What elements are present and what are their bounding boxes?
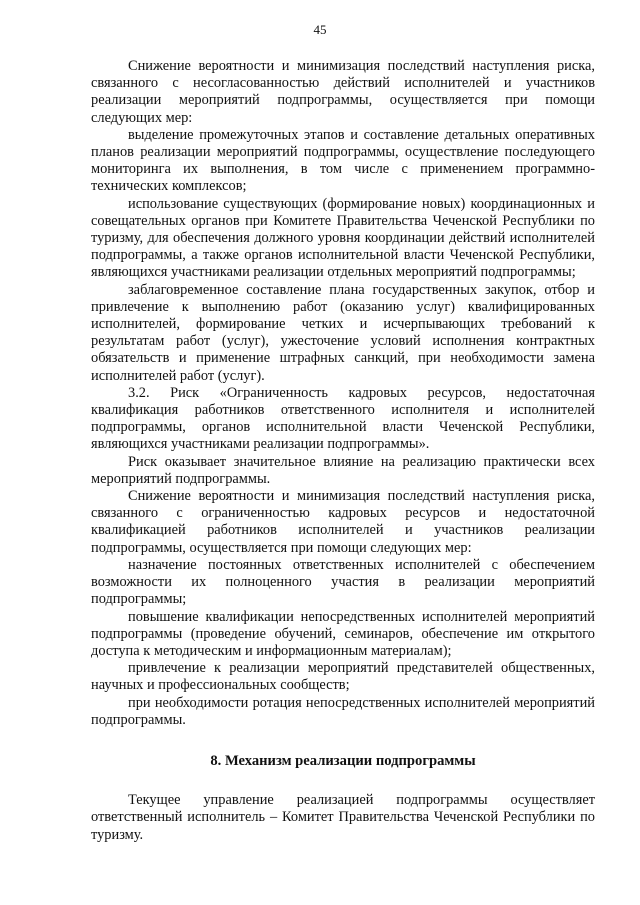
paragraph-staffing-mitigation-intro: Снижение вероятности и минимизация последствий наступления риска, связанного с ограниченностью кадровых ресурсов и недостаточной квалификацией работников исполнителей и участников реализации подпрограммы, осуществляется при помощи следующих мер: xyxy=(91,488,595,556)
page-number: 45 xyxy=(313,22,327,37)
paragraph-procurement-plan: заблаговременное составление плана государственных закупок, отбор и привлечение к выполнению работ (оказанию услуг) квалифицированных исполнителей, формирование четких и исчерпывающих требований к результатам работ (услуг), ужесточение условий исполнения контрактных обязательств и применение штрафных санкций, при необходимости замена исполнителей работ (услуг). xyxy=(91,281,595,384)
paragraph-risk-influence: Риск оказывает значительное влияние на реализацию практически всех мероприятий подпрограммы. xyxy=(91,453,595,487)
paragraph-coordination-bodies: использование существующих (формирование новых) координационных и совещательных органов при Комитете Правительства Чеченской Республики по туризму, для обеспечения должного уровня координации действий исполнителей подпрограммы, а также органов исполнительной власти Чеченской Республики, являющихся участниками реализации отдельных мероприятий подпрограммы; xyxy=(91,195,595,281)
section-heading: 8. Механизм реализации подпрограммы xyxy=(210,752,476,769)
paragraph-intermediate-stages: выделение промежуточных этапов и составление детальных оперативных планов реализации мероприятий подпрограммы, осуществление последующего мониторинга их выполнения, в том числе с применением программно-технических комплексов; xyxy=(91,126,595,195)
paragraph-risk-mitigation-intro: Снижение вероятности и минимизация последствий наступления риска, связанного с несогласованностью действий исполнителей и участников реализации мероприятий подпрограммы, осуществляется при помощи следующих мер: xyxy=(91,58,595,126)
paragraph-current-management: Текущее управление реализацией подпрограммы осуществляет ответственный исполнитель – Комитет Правительства Чеченской Республики по туризму. xyxy=(91,792,595,843)
document-body xyxy=(91,58,595,844)
paragraph-risk-3-2: 3.2. Риск «Ограниченность кадровых ресурсов, недостаточная квалификация работников ответственного исполнителя и исполнителей подпрограммы, органов исполнительной власти Чеченской Республики, являющихся участниками реализации подпрограммы». xyxy=(91,384,595,453)
paragraph-public-communities: привлечение к реализации мероприятий представителей общественных, научных и профессиональных сообществ; xyxy=(91,660,595,694)
paragraph-rotation: при необходимости ротация непосредственных исполнителей мероприятий подпрограммы. xyxy=(91,694,595,728)
paragraph-permanent-executors: назначение постоянных ответственных исполнителей с обеспечением возможности их полноценного участия в реализации мероприятий подпрограммы; xyxy=(91,556,595,608)
paragraph-qualification-training: повышение квалификации непосредственных исполнителей мероприятий подпрограммы (проведение обучений, семинаров, обеспечение им открытого доступа к методическим и информационным материалам); xyxy=(91,608,595,659)
